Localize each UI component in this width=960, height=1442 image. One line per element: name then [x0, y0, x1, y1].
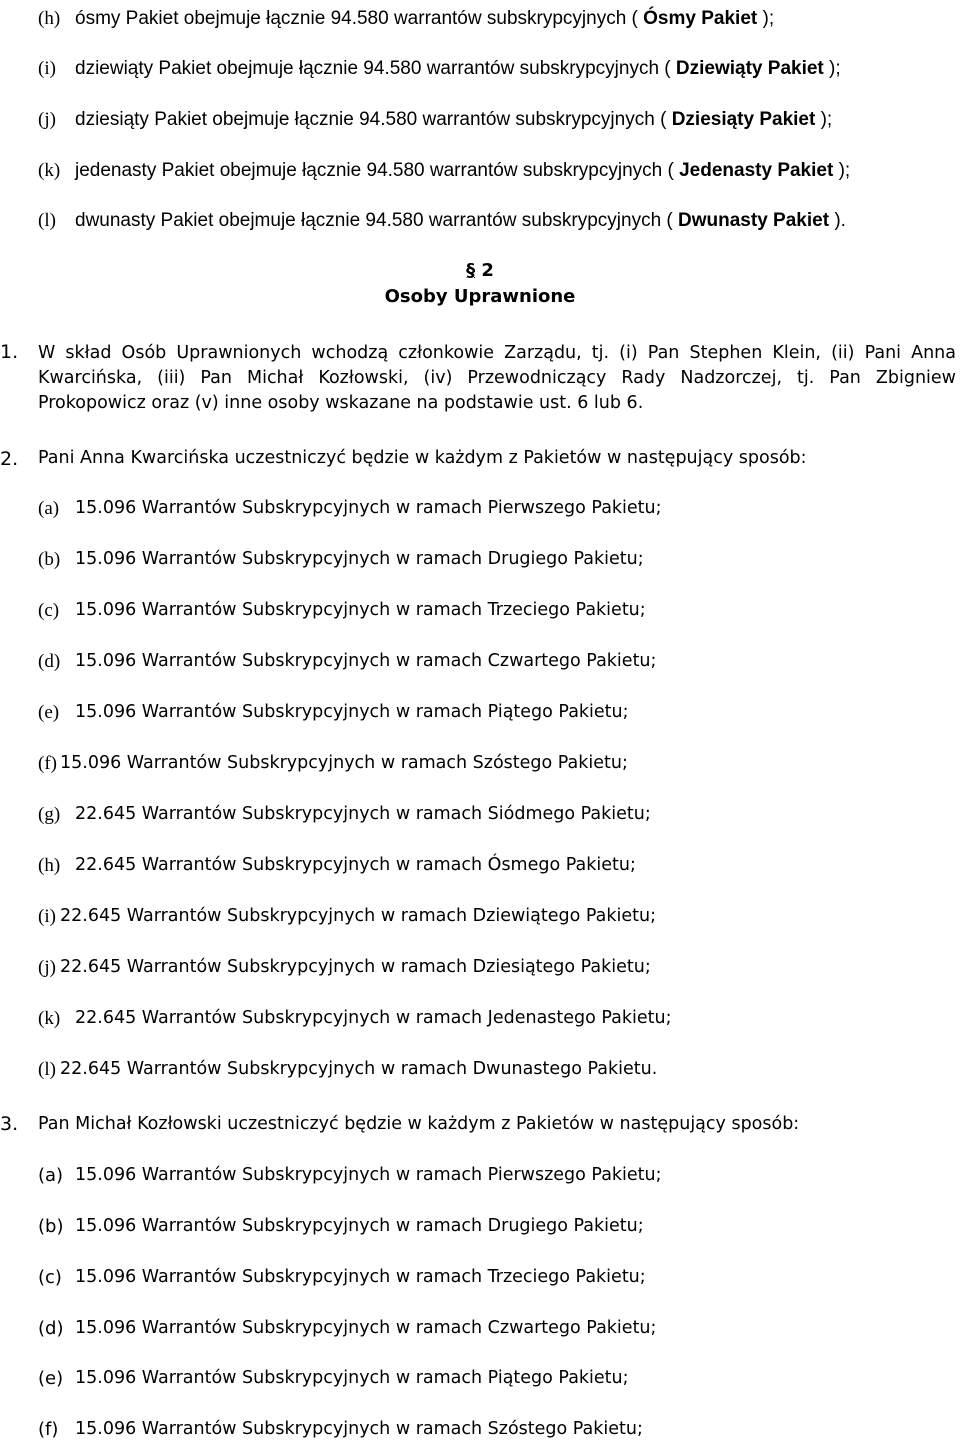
paragraph-text: W skład Osób Uprawnionych wchodzą członkowie Zarządu, tj. (i) Pan Stephen Klein, (ii) Pani Anna Kwarcińska, (iii) Pan Michał Kozłowski, (iv) Przewodniczący Rady Nadzorczej, tj. Pan Zbigniew Prokopowicz oraz (v) inne osoby wskazane na podstawie ust. 6 lub 6. [38, 343, 956, 413]
list-item-text: 15.096 Warrantów Subskrypcyjnych w ramach Pierwszego Pakietu; [75, 1165, 662, 1185]
paragraph-intro: Pan Michał Kozłowski uczestniczyć będzie w każdym z Pakietów w następujący sposób: [38, 1114, 800, 1134]
list-item-label: (a) [38, 1165, 64, 1186]
list-item-label: (b) [38, 1216, 64, 1237]
list-item-text: 15.096 Warrantów Subskrypcyjnych w ramach Trzeciego Pakietu; [75, 600, 646, 620]
section-number [0, 260, 960, 281]
list-item-text: 15.096 Warrantów Subskrypcyjnych w ramach Czwartego Pakietu; [75, 1318, 657, 1338]
list-item-text: dwunasty Pakiet obejmuje łącznie 94.580 warrantów subskrypcyjnych ( Dwunasty Pakiet ). [75, 210, 846, 231]
list-item-text: 22.645 Warrantów Subskrypcyjnych w ramach Dziesiątego Pakietu; [60, 957, 651, 977]
list-item-text: 15.096 Warrantów Subskrypcyjnych w ramach Drugiego Pakietu; [75, 549, 644, 569]
list-item-label: (k) [38, 160, 61, 181]
paragraph-number: 2. [0, 448, 19, 470]
list-item-text: 15.096 Warrantów Subskrypcyjnych w ramach Pierwszego Pakietu; [75, 498, 662, 518]
list-item-label: (k) [38, 1008, 61, 1029]
section-number-value: 2 [481, 260, 494, 281]
list-item-label: (i) [38, 906, 56, 927]
list-item-text: 22.645 Warrantów Subskrypcyjnych w ramach Dwunastego Pakietu. [60, 1059, 658, 1079]
list-item-label: (j) [38, 109, 56, 130]
paragraph-number: 1. [0, 341, 19, 363]
list-item-text: 15.096 Warrantów Subskrypcyjnych w ramach Szóstego Pakietu; [60, 753, 628, 773]
list-item-text: 15.096 Warrantów Subskrypcyjnych w ramach Piątego Pakietu; [75, 1368, 629, 1388]
list-item-text: jedenasty Pakiet obejmuje łącznie 94.580 warrantów subskrypcyjnych ( Jedenasty Pakiet ); [75, 160, 851, 181]
list-item-text: dziewiąty Pakiet obejmuje łącznie 94.580 warrantów subskrypcyjnych ( Dziewiąty Pakiet ); [75, 58, 841, 79]
list-item-label: (d) [38, 1318, 64, 1339]
list-item-label: (b) [38, 549, 61, 570]
paragraph-number: 3. [0, 1113, 19, 1135]
list-item-text: 15.096 Warrantów Subskrypcyjnych w ramach Trzeciego Pakietu; [75, 1267, 646, 1287]
list-item-label: (a) [38, 498, 60, 519]
list-item-label: (c) [38, 1267, 62, 1288]
list-item-text: 15.096 Warrantów Subskrypcyjnych w ramach Czwartego Pakietu; [75, 651, 657, 671]
list-item-label: (l) [38, 1059, 56, 1080]
list-item-label: (e) [38, 1368, 64, 1389]
list-item-label: (c) [38, 600, 60, 621]
list-item-label: (l) [38, 210, 56, 231]
list-item-text: dziesiąty Pakiet obejmuje łącznie 94.580 warrantów subskrypcyjnych ( Dziesiąty Pakiet ); [75, 109, 833, 130]
list-item-label: (e) [38, 702, 60, 723]
list-item-label: (h) [38, 855, 61, 876]
list-item-text: 22.645 Warrantów Subskrypcyjnych w ramach Jedenastego Pakietu; [75, 1008, 672, 1028]
list-item-label: (f) [38, 1419, 59, 1440]
list-item-label: (h) [38, 8, 61, 29]
list-item-text: 15.096 Warrantów Subskrypcyjnych w ramach Piątego Pakietu; [75, 702, 629, 722]
list-item-text: 22.645 Warrantów Subskrypcyjnych w ramach Siódmego Pakietu; [75, 804, 651, 824]
section-title: Osoby Uprawnione [384, 286, 576, 307]
list-item-label: (g) [38, 804, 61, 825]
list-item-text: ósmy Pakiet obejmuje łącznie 94.580 warrantów subskrypcyjnych ( Ósmy Pakiet ); [75, 8, 775, 29]
list-item-label: (i) [38, 58, 56, 79]
paragraph-intro: Pani Anna Kwarcińska uczestniczyć będzie w każdym z Pakietów w następujący sposób: [38, 448, 807, 468]
section-symbol: § [466, 260, 476, 281]
list-item-text: 15.096 Warrantów Subskrypcyjnych w ramach Drugiego Pakietu; [75, 1216, 644, 1236]
list-item-label: (d) [38, 651, 61, 672]
list-item-text: 22.645 Warrantów Subskrypcyjnych w ramach Ósmego Pakietu; [75, 855, 636, 875]
list-item-label: (f) [38, 753, 57, 774]
list-item-label: (j) [38, 957, 56, 978]
list-item-text: 22.645 Warrantów Subskrypcyjnych w ramach Dziewiątego Pakietu; [60, 906, 656, 926]
list-item-text: 15.096 Warrantów Subskrypcyjnych w ramach Szóstego Pakietu; [75, 1419, 643, 1439]
